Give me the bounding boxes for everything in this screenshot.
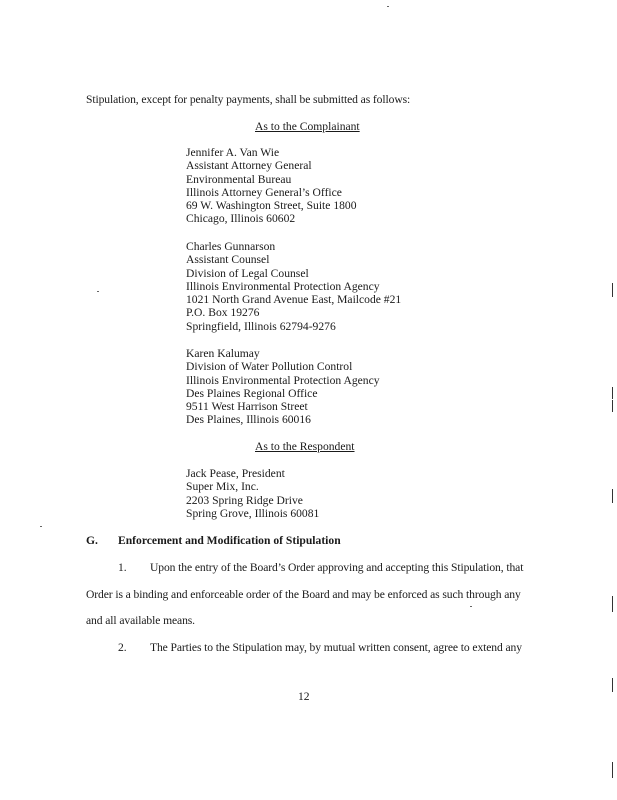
paragraph-2-line-1: The Parties to the Stipulation may, by mutual written consent, agree to extend any [150,641,522,654]
address-line: Des Plaines Regional Office [186,386,318,400]
address-line: Division of Legal Counsel [186,266,309,280]
scan-artifact [612,596,613,612]
scan-artifact [612,678,613,692]
address-line: Chicago, Illinois 60602 [186,212,296,226]
address-line: Division of Water Pollution Control [186,360,353,374]
address-block-gunnarson [186,240,401,333]
scan-artifact [470,606,472,607]
address-block-kalumay [186,347,380,427]
scan-artifact [97,291,99,292]
scan-artifact [612,400,613,412]
address-line: Illinois Environmental Protection Agency [186,373,380,387]
address-line: Assistant Counsel [186,253,270,267]
paragraph-1-line-2: Order is a binding and enforceable order of the Board and may be enforced as such through any [86,588,521,601]
scan-artifact [387,6,389,7]
scan-artifact [612,387,613,399]
address-line: P.O. Box 19276 [186,306,260,320]
scan-artifact [612,283,613,297]
scan-artifact [612,762,613,778]
section-title: Enforcement and Modification of Stipulation [118,534,341,547]
intro-line: Stipulation, except for penalty payments, shall be submitted as follows: [86,93,411,106]
address-line: Jack Pease, President [186,467,285,480]
address-line: Illinois Attorney General’s Office [186,185,342,199]
address-line: Karen Kalumay [186,347,260,360]
scan-artifact [612,489,613,503]
address-line: 2203 Spring Ridge Drive [186,493,303,507]
paragraph-number: 2. [118,641,127,654]
paragraph-number: 1. [118,561,127,574]
respondent-heading: As to the Respondent [255,440,355,453]
address-line: 9511 West Harrison Street [186,400,308,414]
address-line: Jennifer A. Van Wie [186,146,280,159]
address-line: Illinois Environmental Protection Agency [186,279,380,293]
address-line: 1021 North Grand Avenue East, Mailcode #21 [186,293,402,307]
address-line: Springfield, Illinois 62794-9276 [186,319,336,333]
paragraph-1-line-3: and all available means. [86,614,195,627]
complainant-heading: As to the Complainant [255,120,360,133]
address-line: Assistant Attorney General [186,159,312,173]
address-line: Charles Gunnarson [186,240,276,253]
paragraph-1-line-1: Upon the entry of the Board’s Order approving and accepting this Stipulation, that [150,561,524,574]
address-block-pease [186,467,319,520]
page-number: 12 [298,690,310,703]
address-line: Des Plaines, Illinois 60016 [186,413,311,427]
address-block-van-wie [186,146,357,226]
address-line: Spring Grove, Illinois 60081 [186,506,320,520]
address-line: Environmental Bureau [186,172,292,186]
scan-artifact [40,526,42,527]
address-line: Super Mix, Inc. [186,480,259,494]
section-letter: G. [86,534,98,547]
address-line: 69 W. Washington Street, Suite 1800 [186,199,357,213]
